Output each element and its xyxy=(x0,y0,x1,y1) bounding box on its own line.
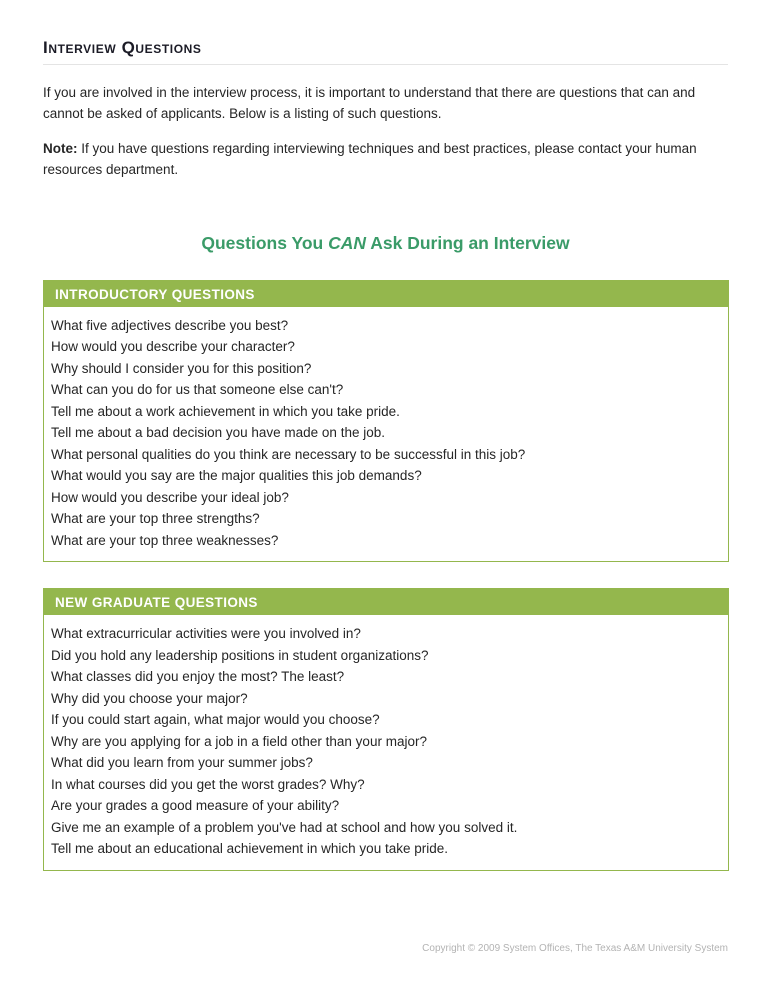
note-text: If you have questions regarding interviewing techniques and best practices, please contact your human resources department. xyxy=(43,140,697,177)
page-title: Interview Questions xyxy=(43,38,728,65)
question-item: Why should I consider you for this position? xyxy=(51,360,312,376)
question-item: What are your top three strengths? xyxy=(51,511,260,527)
question-item: What classes did you enjoy the most? The least? xyxy=(51,669,345,685)
question-item: What five adjectives describe you best? xyxy=(51,317,289,333)
question-item: What would you say are the major qualities this job demands? xyxy=(51,468,422,484)
question-item: Tell me about a bad decision you have made on the job. xyxy=(51,425,385,441)
question-section xyxy=(43,588,729,871)
section-body xyxy=(43,615,729,871)
question-item: Why did you choose your major? xyxy=(51,690,248,706)
question-sections xyxy=(43,280,728,871)
question-item: Tell me about a work achievement in which you take pride. xyxy=(51,403,400,419)
intro-text: If you are involved in the interview process, it is important to understand that there are questions that can and cannot be asked of applicants. Below is a listing of such questions. xyxy=(43,85,696,121)
question-item: Give me an example of a problem you've had at school and how you solved it. xyxy=(51,819,518,835)
section-header-bar: INTRODUCTORY QUESTIONS xyxy=(43,280,729,307)
heading-post: Ask During an Interview xyxy=(366,232,570,253)
note-label: Note: xyxy=(43,140,78,156)
question-section xyxy=(43,280,729,563)
question-item: Are your grades a good measure of your ability? xyxy=(51,798,340,814)
question-item: Why are you applying for a job in a field other than your major? xyxy=(51,733,427,749)
section-header-bar: NEW GRADUATE QUESTIONS xyxy=(43,588,729,615)
intro-paragraph xyxy=(43,83,728,125)
question-item: Tell me about an educational achievement in which you take pride. xyxy=(51,841,448,857)
question-list xyxy=(51,315,718,552)
copyright-footer: Copyright © 2009 System Offices, The Texas A&M University System xyxy=(422,943,728,954)
section-body xyxy=(43,307,729,563)
question-item: What did you learn from your summer jobs? xyxy=(51,755,313,771)
question-item: In what courses did you get the worst grades? Why? xyxy=(51,776,365,792)
question-item: What are your top three weaknesses? xyxy=(51,532,279,548)
question-item: Did you hold any leadership positions in student organizations? xyxy=(51,647,429,663)
question-item: If you could start again, what major would you choose? xyxy=(51,712,380,728)
note-paragraph xyxy=(43,139,728,181)
question-item: What extracurricular activities were you involved in? xyxy=(51,626,361,642)
question-item: How would you describe your ideal job? xyxy=(51,489,289,505)
heading-pre: Questions You xyxy=(201,232,329,253)
question-list xyxy=(51,623,718,860)
question-item: How would you describe your character? xyxy=(51,339,295,355)
question-item: What personal qualities do you think are necessary to be successful in this job? xyxy=(51,446,526,462)
heading-emphasis: CAN xyxy=(328,232,367,253)
section-group-heading xyxy=(43,233,728,254)
question-item: What can you do for us that someone else can't? xyxy=(51,382,344,398)
